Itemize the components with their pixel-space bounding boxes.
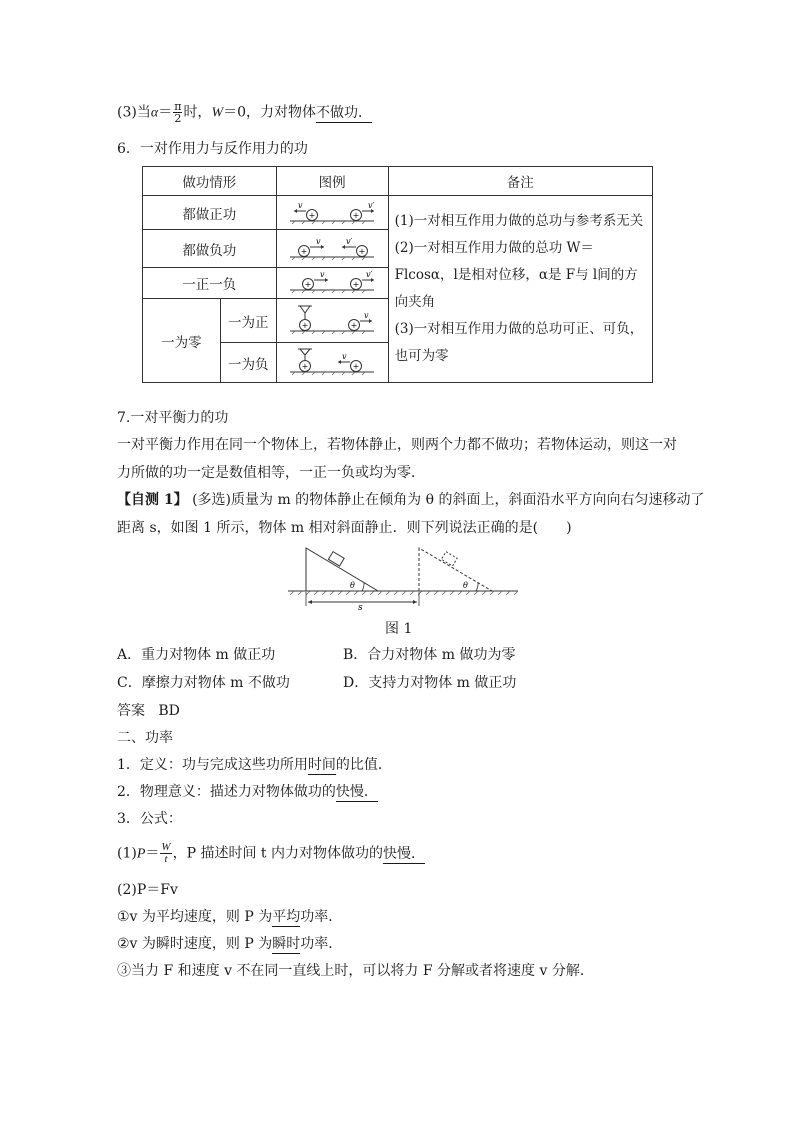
diagram-svg xyxy=(282,270,382,296)
subrow-label: 一为正 xyxy=(220,299,276,343)
table-header-row xyxy=(143,167,653,196)
w-over-t-fraction xyxy=(160,842,171,865)
work-table xyxy=(142,166,653,383)
svg-text:+: + xyxy=(301,361,309,371)
svg-text:+: + xyxy=(304,280,312,289)
text: (3)当 xyxy=(117,104,151,121)
frac-den: t xyxy=(164,853,168,865)
formula-2: (2)P＝Fv xyxy=(117,882,178,898)
vp-label: v′ xyxy=(368,200,375,210)
table-row xyxy=(143,196,653,230)
example-tag: 【自测 1】 xyxy=(117,492,188,508)
example-line-1 xyxy=(117,490,705,510)
svg-text:+: + xyxy=(350,320,358,330)
diagram-both-negative xyxy=(276,230,388,268)
svg-text:+: + xyxy=(358,246,366,256)
row-label: 一为零 xyxy=(143,299,221,383)
answer-label: 答案 xyxy=(117,703,145,719)
theta-label: θ xyxy=(350,581,355,590)
formula-1-line xyxy=(117,842,425,865)
svg-text:+: + xyxy=(300,246,308,256)
svg-text:+: + xyxy=(352,210,360,220)
figure-1 xyxy=(286,546,520,614)
notes-cell xyxy=(388,196,652,383)
underlined-answer: 不做功． xyxy=(316,104,373,121)
note-2: (2)一对相互作用力做的总功 W＝Flcosα，l是相对位移，α是 F与 l间的方向夹角 xyxy=(394,240,638,310)
text: 时， xyxy=(183,104,212,121)
text: 功率． xyxy=(300,909,343,925)
diagram-both-positive xyxy=(276,196,388,230)
alpha-symbol: α xyxy=(150,105,159,121)
underlined: 快慢． xyxy=(382,845,425,862)
v-label: v xyxy=(364,310,369,320)
figure-caption: 图 1 xyxy=(385,621,413,637)
p-symbol: P xyxy=(136,846,146,862)
definition-line xyxy=(117,755,392,775)
underlined: 时间 xyxy=(307,757,336,773)
text: 2．物理意义：描述力对物体做功的 xyxy=(117,784,336,800)
example-text: (多选)质量为 m 的物体静止在倾角为 θ 的斜面上，斜面沿水平方向向右匀速移动了 xyxy=(192,492,705,508)
diagram-svg xyxy=(282,303,382,339)
option-b: B．合力对物体 m 做功为零 xyxy=(343,647,516,663)
underlined: 瞬时 xyxy=(272,936,301,952)
text: 1．定义：功与完成这些功所用 xyxy=(117,757,308,773)
section7-body-1: 一对平衡力作用在同一个物体上，若物体静止，则两个力都不做功；若物体运动，则这一对 xyxy=(117,437,677,453)
option-d: D．支持力对物体 m 做正功 xyxy=(343,675,517,691)
underlined: 平均 xyxy=(272,909,301,925)
v-label: v xyxy=(316,236,321,246)
svg-text:+: + xyxy=(352,361,360,371)
section6-title: 6．一对作用力与反作用力的功 xyxy=(117,141,308,157)
w-symbol: W xyxy=(211,105,224,121)
section2-title: 二、功率 xyxy=(117,730,173,746)
item3-line xyxy=(117,101,372,124)
v-label: v xyxy=(342,351,347,361)
vp-label: v′ xyxy=(366,270,373,279)
header-notes: 备注 xyxy=(388,167,652,196)
row-label: 一正一负 xyxy=(143,268,277,299)
pi-over-2-fraction xyxy=(173,101,182,124)
case-2 xyxy=(117,934,342,954)
vp-label: v′ xyxy=(346,236,353,246)
option-c: C．摩擦力对物体 m 不做功 xyxy=(117,675,290,691)
option-a: A．重力对物体 m 做正功 xyxy=(117,647,276,663)
subrow-label: 一为负 xyxy=(220,343,276,383)
diagram-zero-positive xyxy=(276,299,388,343)
svg-text:+: + xyxy=(352,280,360,289)
v-label: v xyxy=(298,200,303,210)
svg-text:+: + xyxy=(301,320,309,330)
section7-body-2: 力所做的功一定是数值相等，一正一负或均为零． xyxy=(117,465,425,481)
svg-text:+: + xyxy=(308,210,316,220)
answer-line xyxy=(117,701,180,721)
text: ＝ xyxy=(145,845,160,862)
text: 的比值． xyxy=(335,757,392,773)
diagram-svg xyxy=(282,235,382,263)
note-3: (3)一对相互作用力做的总功可正、可负，也可为零 xyxy=(394,321,644,364)
row-label: 都做正功 xyxy=(143,196,277,230)
text: ①v 为平均速度，则 P 为 xyxy=(117,909,273,925)
text: 功率． xyxy=(300,936,343,952)
frac-num: W xyxy=(161,841,171,853)
underlined: 快慢． xyxy=(335,784,378,800)
case-1 xyxy=(117,907,342,927)
v-label: v xyxy=(320,270,325,279)
row-label: 都做负功 xyxy=(143,230,277,268)
meaning-line xyxy=(117,782,378,802)
note-1: (1)一对相互作用力做的总功与参考系无关 xyxy=(394,213,644,229)
text: ②v 为瞬时速度，则 P 为 xyxy=(117,936,273,952)
diagram-svg xyxy=(282,346,382,380)
header-diagram: 图例 xyxy=(276,167,388,196)
header-case: 做功情形 xyxy=(143,167,277,196)
diagram-svg xyxy=(282,199,382,227)
theta-label-2: θ xyxy=(463,581,468,590)
section7-title: 7.一对平衡力的功 xyxy=(117,410,229,426)
diagram-zero-negative xyxy=(276,343,388,383)
frac-num: π xyxy=(174,100,182,113)
diagram-one-pos-one-neg xyxy=(276,268,388,299)
text: (1) xyxy=(117,845,137,862)
example-line-2: 距离 s，如图 1 所示，物体 m 相对斜面静止．则下列说法正确的是( ) xyxy=(117,520,572,536)
text: ，P 描述时间 t 内力对物体做功的 xyxy=(172,845,383,862)
case-3: ③当力 F 和速度 v 不在同一直线上时，可以将力 F 分解或者将速度 v 分解． xyxy=(117,963,594,979)
frac-den: 2 xyxy=(174,112,182,125)
formula-title: 3．公式： xyxy=(117,811,182,827)
answer-value: BD xyxy=(158,703,180,719)
text: ＝ xyxy=(158,104,173,121)
s-label: s xyxy=(358,603,363,613)
text: ＝0，力对物体 xyxy=(223,104,317,121)
